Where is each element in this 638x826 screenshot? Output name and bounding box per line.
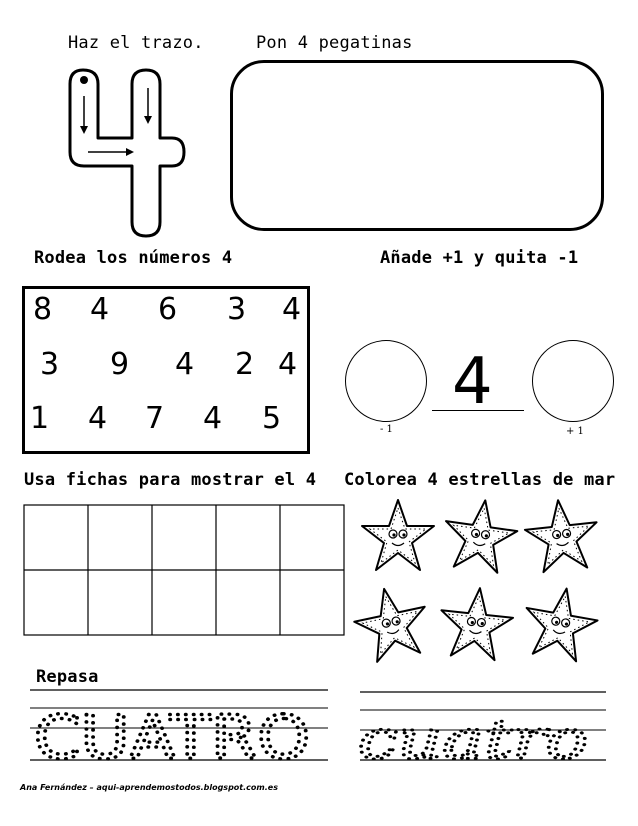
trace-title: Haz el trazo.	[68, 33, 204, 53]
grid-number[interactable]: 4	[88, 401, 108, 436]
grid-number[interactable]: 4	[282, 292, 302, 327]
grid-number[interactable]: 7	[145, 401, 165, 436]
grid-number[interactable]: 4	[203, 401, 223, 436]
ten-frame-title: Usa fichas para mostrar el 4	[24, 470, 317, 490]
grid-number[interactable]: 4	[90, 292, 110, 327]
grid-number[interactable]: 1	[30, 401, 50, 436]
svg-text:CUATRO: CUATRO	[34, 703, 310, 773]
grid-number[interactable]: 9	[110, 347, 130, 382]
review-title: Repasa	[36, 667, 99, 687]
grid-number[interactable]: 3	[40, 347, 60, 382]
grid-number[interactable]: 4	[175, 347, 195, 382]
grid-number[interactable]: 3	[227, 292, 247, 327]
footer-credit: Ana Fernández – aqui-aprendemostodos.blogspot.com.es	[20, 783, 278, 792]
minus-one-label: - 1	[380, 424, 393, 435]
center-number: 4	[452, 345, 493, 419]
plus-one-label: + 1	[566, 426, 584, 437]
grid-number[interactable]: 2	[235, 347, 255, 382]
svg-text:cuatro: cuatro	[358, 708, 588, 771]
grid-number[interactable]: 8	[33, 292, 53, 327]
grid-number[interactable]: 4	[278, 347, 298, 382]
stickers-title: Pon 4 pegatinas	[256, 33, 413, 53]
add-subtract-title: Añade +1 y quita -1	[380, 248, 579, 268]
grid-number[interactable]: 6	[158, 292, 178, 327]
circle-numbers-title: Rodea los números 4	[34, 248, 233, 268]
color-stars-title: Colorea 4 estrellas de mar	[344, 470, 616, 490]
grid-number[interactable]: 5	[262, 401, 282, 436]
